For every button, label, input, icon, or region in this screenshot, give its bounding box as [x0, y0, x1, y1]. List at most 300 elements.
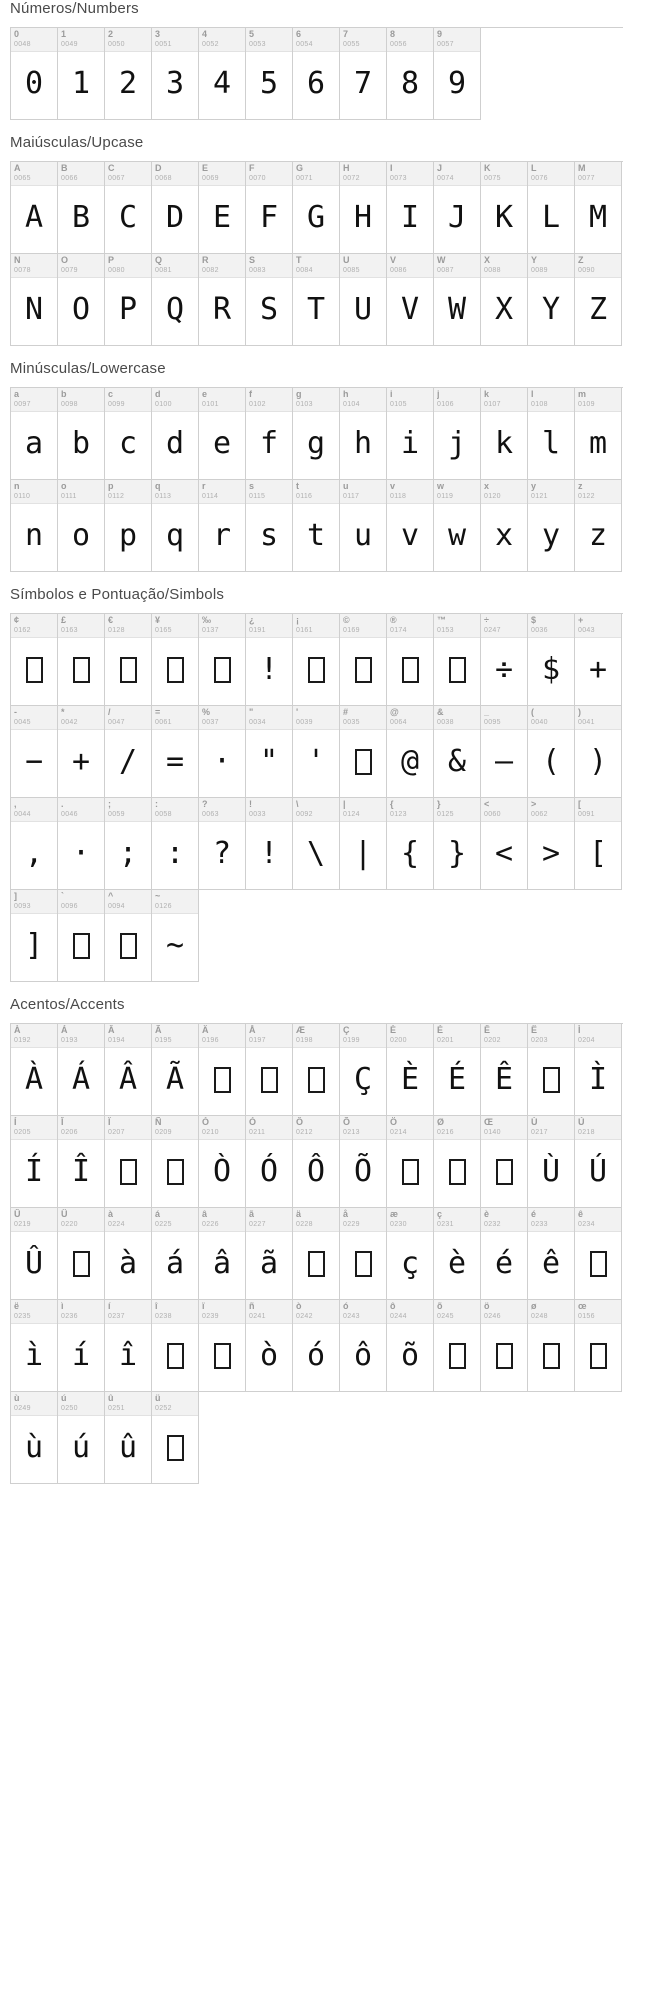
glyph-cell[interactable]	[152, 480, 199, 572]
glyph-cell-code: 0102	[249, 401, 266, 408]
section-title: Números/Numbers	[10, 0, 139, 17]
glyph-cell-header	[58, 480, 104, 504]
glyph-cell[interactable]	[387, 480, 434, 572]
glyph-cell[interactable]	[340, 614, 387, 706]
glyph-cell[interactable]	[246, 614, 293, 706]
glyph-cell-character: ÷	[484, 615, 489, 625]
glyph-sample: U	[353, 291, 373, 327]
glyph-cell[interactable]	[293, 254, 340, 346]
glyph-cell[interactable]	[152, 388, 199, 480]
glyph-cell[interactable]	[293, 388, 340, 480]
glyph-cell[interactable]	[246, 1116, 293, 1208]
glyph-cell[interactable]	[575, 1024, 622, 1116]
glyph-cell[interactable]	[434, 254, 481, 346]
glyph-cell-header	[528, 798, 574, 822]
glyph-cell-header	[152, 706, 198, 730]
glyph-cell-header	[246, 388, 292, 412]
glyph-cell-character: ;	[108, 799, 111, 809]
glyph-sample: \	[306, 835, 326, 871]
glyph-cell[interactable]	[434, 480, 481, 572]
glyph-cell[interactable]	[481, 1024, 528, 1116]
glyph-cell-header	[199, 1116, 245, 1140]
glyph-cell-character: B	[61, 163, 68, 173]
glyph-cell[interactable]	[434, 1300, 481, 1392]
glyph-cell[interactable]	[340, 706, 387, 798]
glyph-cell[interactable]	[105, 162, 152, 254]
glyph-cell-code: 0110	[14, 493, 31, 500]
glyph-cell[interactable]	[58, 1116, 105, 1208]
glyph-cell-header	[434, 614, 480, 638]
notdef-box-icon	[402, 657, 419, 683]
glyph-cell[interactable]	[528, 1208, 575, 1300]
glyph-cell[interactable]	[387, 1116, 434, 1208]
glyph-cell[interactable]	[575, 1116, 622, 1208]
glyph-cell[interactable]	[340, 1116, 387, 1208]
glyph-cell-header	[340, 480, 386, 504]
glyph-cell-character: [	[578, 799, 581, 809]
glyph-cell[interactable]	[246, 28, 293, 120]
glyph-cell[interactable]	[434, 28, 481, 120]
glyph-cell-code: 0213	[343, 1129, 360, 1136]
glyph-cell[interactable]	[246, 798, 293, 890]
glyph-sample	[340, 638, 386, 705]
glyph-cell-code: 0034	[249, 719, 266, 726]
glyph-cell[interactable]	[105, 480, 152, 572]
glyph-cell[interactable]	[58, 798, 105, 890]
glyph-cell-header	[58, 1300, 104, 1324]
glyph-cell[interactable]	[11, 798, 58, 890]
glyph-cell[interactable]	[340, 254, 387, 346]
glyph-cell[interactable]	[575, 1208, 622, 1300]
glyph-cell-character: _	[484, 707, 490, 717]
glyph-cell[interactable]	[575, 1300, 622, 1392]
glyph-cell[interactable]	[199, 706, 246, 798]
glyph-cell-code: 0044	[14, 811, 31, 818]
glyph-cell[interactable]	[105, 388, 152, 480]
glyph-cell-header	[58, 614, 104, 638]
glyph-cell[interactable]	[152, 1208, 199, 1300]
glyph-cell[interactable]	[481, 798, 528, 890]
glyph-cell-code: 0037	[202, 719, 219, 726]
glyph-cell-code: 0087	[437, 267, 454, 274]
glyph-cell[interactable]	[152, 28, 199, 120]
glyph-cell-header	[199, 1208, 245, 1232]
glyph-cell-character: 6	[296, 29, 302, 39]
glyph-cell[interactable]	[387, 254, 434, 346]
glyph-cell[interactable]	[246, 162, 293, 254]
glyph-cell[interactable]	[293, 480, 340, 572]
glyph-cell[interactable]	[387, 388, 434, 480]
glyph-cell[interactable]	[105, 614, 152, 706]
glyph-cell-header	[293, 1024, 339, 1048]
glyph-cell[interactable]	[387, 614, 434, 706]
glyph-cell[interactable]	[58, 1300, 105, 1392]
glyph-sample: í	[71, 1337, 91, 1373]
glyph-cell-header	[481, 1024, 527, 1048]
glyph-cell-code: 0064	[390, 719, 407, 726]
glyph-cell[interactable]	[528, 798, 575, 890]
glyph-cell[interactable]	[387, 28, 434, 120]
glyph-cell[interactable]	[246, 706, 293, 798]
glyph-cell[interactable]	[58, 480, 105, 572]
glyph-cell[interactable]	[528, 480, 575, 572]
glyph-cell[interactable]	[152, 890, 199, 982]
glyph-cell[interactable]	[105, 1392, 152, 1484]
glyph-cell[interactable]	[152, 1392, 199, 1484]
glyph-cell[interactable]	[246, 388, 293, 480]
glyph-cell-code: 0206	[61, 1129, 78, 1136]
glyph-cell[interactable]	[387, 1024, 434, 1116]
glyph-cell[interactable]	[199, 1116, 246, 1208]
glyph-cell[interactable]	[105, 1300, 152, 1392]
glyph-cell[interactable]	[340, 1208, 387, 1300]
glyph-cell[interactable]	[246, 1208, 293, 1300]
glyph-cell[interactable]	[481, 706, 528, 798]
glyph-cell-code: 0237	[108, 1313, 125, 1320]
glyph-cell[interactable]	[293, 706, 340, 798]
glyph-cell[interactable]	[293, 1024, 340, 1116]
glyph-cell[interactable]	[11, 890, 58, 982]
glyph-cell[interactable]	[528, 706, 575, 798]
glyph-sample: é	[494, 1245, 514, 1281]
glyph-sample: ò	[259, 1337, 279, 1373]
glyph-cell[interactable]	[11, 614, 58, 706]
glyph-cell[interactable]	[481, 614, 528, 706]
glyph-cell[interactable]	[293, 1208, 340, 1300]
glyph-cell-character: Ï	[108, 1117, 111, 1127]
glyph-cell-character: {	[390, 799, 394, 809]
glyph-cell[interactable]	[481, 1300, 528, 1392]
glyph-cell[interactable]	[58, 1024, 105, 1116]
glyph-cell-character: <	[484, 799, 490, 809]
glyph-cell[interactable]	[481, 480, 528, 572]
glyph-cell[interactable]	[152, 254, 199, 346]
glyph-sample	[434, 638, 480, 705]
glyph-cell-header	[105, 1300, 151, 1324]
glyph-cell[interactable]	[58, 388, 105, 480]
glyph-cell[interactable]	[58, 1208, 105, 1300]
glyph-sample	[105, 638, 151, 705]
glyph-cell[interactable]	[293, 162, 340, 254]
glyph-cell[interactable]	[340, 388, 387, 480]
glyph-cell-header	[105, 706, 151, 730]
glyph-cell-header	[481, 162, 527, 186]
glyph-cell[interactable]	[199, 1208, 246, 1300]
glyph-cell[interactable]	[575, 480, 622, 572]
glyph-cell[interactable]	[246, 1300, 293, 1392]
glyph-sample: |	[353, 835, 373, 871]
glyph-cell[interactable]	[199, 28, 246, 120]
glyph-cell[interactable]	[434, 1024, 481, 1116]
glyph-cell[interactable]	[199, 162, 246, 254]
glyph-cell-header	[575, 1300, 621, 1324]
glyph-cell-code: 0067	[108, 175, 125, 182]
glyph-cell[interactable]	[434, 798, 481, 890]
glyph-cell-character: m	[578, 389, 587, 399]
glyph-cell[interactable]	[199, 388, 246, 480]
glyph-cell-header	[387, 1024, 433, 1048]
glyph-cell[interactable]	[481, 388, 528, 480]
glyph-cell[interactable]	[11, 162, 58, 254]
glyph-cell[interactable]	[434, 388, 481, 480]
glyph-cell[interactable]	[340, 480, 387, 572]
glyph-sample: È	[400, 1061, 420, 1097]
glyph-cell-character: ê	[578, 1209, 584, 1219]
glyph-cell-code: 0231	[437, 1221, 454, 1228]
glyph-cell[interactable]	[340, 28, 387, 120]
glyph-cell[interactable]	[105, 1208, 152, 1300]
glyph-cell-character: H	[343, 163, 350, 173]
glyph-cell-code: 0247	[484, 627, 501, 634]
glyph-cell[interactable]	[575, 614, 622, 706]
glyph-cell[interactable]	[246, 480, 293, 572]
glyph-sample	[11, 638, 57, 705]
glyph-cell[interactable]	[481, 1208, 528, 1300]
glyph-cell[interactable]	[58, 890, 105, 982]
glyph-sample: X	[494, 291, 514, 327]
glyph-cell[interactable]	[575, 388, 622, 480]
glyph-cell[interactable]	[246, 254, 293, 346]
glyph-cell[interactable]	[11, 28, 58, 120]
notdef-box-icon	[167, 1435, 184, 1461]
glyph-cell[interactable]	[152, 614, 199, 706]
glyph-cell[interactable]	[11, 480, 58, 572]
glyph-sample: x	[494, 517, 514, 553]
glyph-sample	[434, 1324, 480, 1391]
glyph-cell-character: ô	[390, 1301, 396, 1311]
glyph-cell-header	[152, 1116, 198, 1140]
glyph-cell[interactable]	[293, 798, 340, 890]
notdef-box-icon	[73, 657, 90, 683]
glyph-cell-header	[105, 1392, 151, 1416]
glyph-cell[interactable]	[434, 614, 481, 706]
glyph-cell[interactable]	[528, 162, 575, 254]
glyph-cell-header	[11, 1300, 57, 1324]
glyph-cell-code: 0207	[108, 1129, 125, 1136]
glyph-cell[interactable]	[105, 254, 152, 346]
glyph-cell-code: 0165	[155, 627, 172, 634]
glyph-sample: î	[118, 1337, 138, 1373]
glyph-cell-code: 0113	[155, 493, 172, 500]
glyph-cell[interactable]	[152, 706, 199, 798]
glyph-cell[interactable]	[481, 254, 528, 346]
glyph-cell[interactable]	[105, 1116, 152, 1208]
glyph-cell-header	[152, 890, 198, 914]
glyph-cell[interactable]	[434, 1208, 481, 1300]
glyph-cell[interactable]	[387, 706, 434, 798]
glyph-cell-character: '	[296, 707, 299, 717]
glyph-cell-header	[434, 28, 480, 52]
glyph-cell[interactable]	[246, 1024, 293, 1116]
glyph-cell[interactable]	[199, 480, 246, 572]
glyph-cell[interactable]	[11, 1024, 58, 1116]
glyph-cell[interactable]	[575, 706, 622, 798]
glyph-cell[interactable]	[387, 798, 434, 890]
glyph-cell[interactable]	[293, 614, 340, 706]
glyph-cell[interactable]	[105, 706, 152, 798]
glyph-cell[interactable]	[152, 798, 199, 890]
glyph-cell-header	[528, 254, 574, 278]
glyph-cell[interactable]	[105, 28, 152, 120]
glyph-cell[interactable]	[528, 1116, 575, 1208]
glyph-cell-character: S	[249, 255, 256, 265]
glyph-sample: !	[259, 835, 279, 871]
glyph-cell[interactable]	[199, 1300, 246, 1392]
glyph-cell[interactable]	[293, 28, 340, 120]
glyph-cell-character: 0	[14, 29, 20, 39]
glyph-cell-character: k	[484, 389, 490, 399]
glyph-cell-code: 0090	[578, 267, 595, 274]
glyph-cell[interactable]	[11, 1116, 58, 1208]
glyph-cell[interactable]	[11, 1300, 58, 1392]
glyph-cell[interactable]	[575, 254, 622, 346]
glyph-cell-header	[11, 706, 57, 730]
glyph-cell-header	[575, 614, 621, 638]
glyph-cell[interactable]	[575, 798, 622, 890]
glyph-cell[interactable]	[152, 162, 199, 254]
glyph-cell-header	[58, 28, 104, 52]
glyph-cell-code: 0088	[484, 267, 501, 274]
glyph-cell[interactable]	[58, 162, 105, 254]
glyph-cell[interactable]	[434, 706, 481, 798]
glyph-cell-header	[152, 1024, 198, 1048]
glyph-cell[interactable]	[152, 1116, 199, 1208]
glyph-cell[interactable]	[58, 614, 105, 706]
glyph-cell-character: û	[108, 1393, 114, 1403]
glyph-cell-header	[11, 388, 57, 412]
glyph-cell[interactable]	[528, 254, 575, 346]
glyph-sample: ?	[212, 835, 232, 871]
glyph-cell[interactable]	[11, 1392, 58, 1484]
glyph-sample: ,	[24, 835, 44, 871]
glyph-cell-code: 0047	[108, 719, 125, 726]
glyph-cell-character: ]	[14, 891, 17, 901]
glyph-sample: Î	[71, 1153, 91, 1189]
glyph-cell-code: 0205	[14, 1129, 31, 1136]
glyph-cell-header	[246, 254, 292, 278]
glyph-cell-character: j	[437, 389, 440, 399]
glyph-cell[interactable]	[340, 798, 387, 890]
glyph-cell[interactable]	[11, 388, 58, 480]
glyph-cell-code: 0053	[249, 41, 266, 48]
glyph-cell-header	[575, 162, 621, 186]
glyph-cell-character: Ü	[61, 1209, 68, 1219]
glyph-cell[interactable]	[199, 254, 246, 346]
glyph-cell[interactable]	[199, 1024, 246, 1116]
glyph-cell-header	[528, 1116, 574, 1140]
glyph-cell[interactable]	[11, 254, 58, 346]
glyph-cell-code: 0104	[343, 401, 360, 408]
glyph-cell[interactable]	[340, 1300, 387, 1392]
glyph-cell[interactable]	[434, 162, 481, 254]
glyph-sample: J	[447, 199, 467, 235]
glyph-cell[interactable]	[340, 162, 387, 254]
glyph-sample	[481, 1140, 527, 1207]
glyph-cell-character: Î	[61, 1117, 64, 1127]
glyph-sample	[528, 1324, 574, 1391]
notdef-box-icon	[543, 1343, 560, 1369]
glyph-cell[interactable]	[575, 162, 622, 254]
glyph-sample: :	[165, 835, 185, 871]
glyph-cell[interactable]	[58, 254, 105, 346]
glyph-cell-character: N	[14, 255, 21, 265]
glyph-cell-character: Y	[531, 255, 538, 265]
glyph-sample: ô	[353, 1337, 373, 1373]
glyph-cell[interactable]	[152, 1300, 199, 1392]
glyph-cell-code: 0093	[14, 903, 31, 910]
glyph-sample: h	[353, 425, 373, 461]
glyph-cell[interactable]	[340, 1024, 387, 1116]
glyph-cell[interactable]	[199, 798, 246, 890]
glyph-cell[interactable]	[11, 1208, 58, 1300]
glyph-cell-code: 0195	[155, 1037, 172, 1044]
glyph-sample: Â	[118, 1061, 138, 1097]
glyph-cell[interactable]	[152, 1024, 199, 1116]
glyph-cell[interactable]	[58, 706, 105, 798]
glyph-cell-code: 0076	[531, 175, 548, 182]
section-title: Símbolos e Pontuação/Simbols	[10, 586, 225, 603]
glyph-cell-header	[340, 28, 386, 52]
glyph-cell[interactable]	[481, 1116, 528, 1208]
glyph-sample: ú	[71, 1429, 91, 1465]
glyph-cell[interactable]	[105, 890, 152, 982]
glyph-cell-code: 0036	[531, 627, 548, 634]
glyph-cell[interactable]	[387, 162, 434, 254]
glyph-cell-header	[387, 614, 433, 638]
glyph-cell-character: "	[249, 707, 254, 717]
glyph-cell-code: 0121	[531, 493, 548, 500]
glyph-cell[interactable]	[434, 1116, 481, 1208]
glyph-cell[interactable]	[293, 1300, 340, 1392]
glyph-cell-code: 0209	[155, 1129, 172, 1136]
glyph-cell[interactable]	[105, 798, 152, 890]
glyph-cell-code: 0057	[437, 41, 454, 48]
glyph-sample: −	[24, 743, 44, 779]
glyph-cell[interactable]	[528, 1300, 575, 1392]
glyph-cell[interactable]	[528, 388, 575, 480]
glyph-cell[interactable]	[58, 28, 105, 120]
glyph-cell[interactable]	[199, 614, 246, 706]
glyph-sample: C	[118, 199, 138, 235]
glyph-cell-header	[575, 480, 621, 504]
glyph-cell-character: >	[531, 799, 537, 809]
glyph-cell-header	[481, 1116, 527, 1140]
glyph-cell-code: 0123	[390, 811, 407, 818]
glyph-cell-character: 4	[202, 29, 208, 39]
glyph-cell[interactable]	[58, 1392, 105, 1484]
glyph-cell[interactable]	[387, 1208, 434, 1300]
glyph-cell-character: x	[484, 481, 490, 491]
glyph-cell[interactable]	[11, 706, 58, 798]
notdef-box-icon	[167, 657, 184, 683]
glyph-cell[interactable]	[105, 1024, 152, 1116]
glyph-cell-character: +	[578, 615, 584, 625]
glyph-sample: 6	[306, 65, 326, 101]
glyph-cell-character: 5	[249, 29, 255, 39]
section-title: Minúsculas/Lowercase	[10, 360, 166, 377]
glyph-cell[interactable]	[387, 1300, 434, 1392]
glyph-cell-character: È	[390, 1025, 397, 1035]
glyph-sample: !	[259, 651, 279, 687]
glyph-cell[interactable]	[528, 614, 575, 706]
glyph-cell-code: 0238	[155, 1313, 172, 1320]
glyph-cell[interactable]	[528, 1024, 575, 1116]
glyph-cell-character: ú	[61, 1393, 67, 1403]
glyph-cell-character: æ	[390, 1209, 399, 1219]
glyph-cell[interactable]	[481, 162, 528, 254]
notdef-box-icon	[590, 1251, 607, 1277]
glyph-cell[interactable]	[293, 1116, 340, 1208]
